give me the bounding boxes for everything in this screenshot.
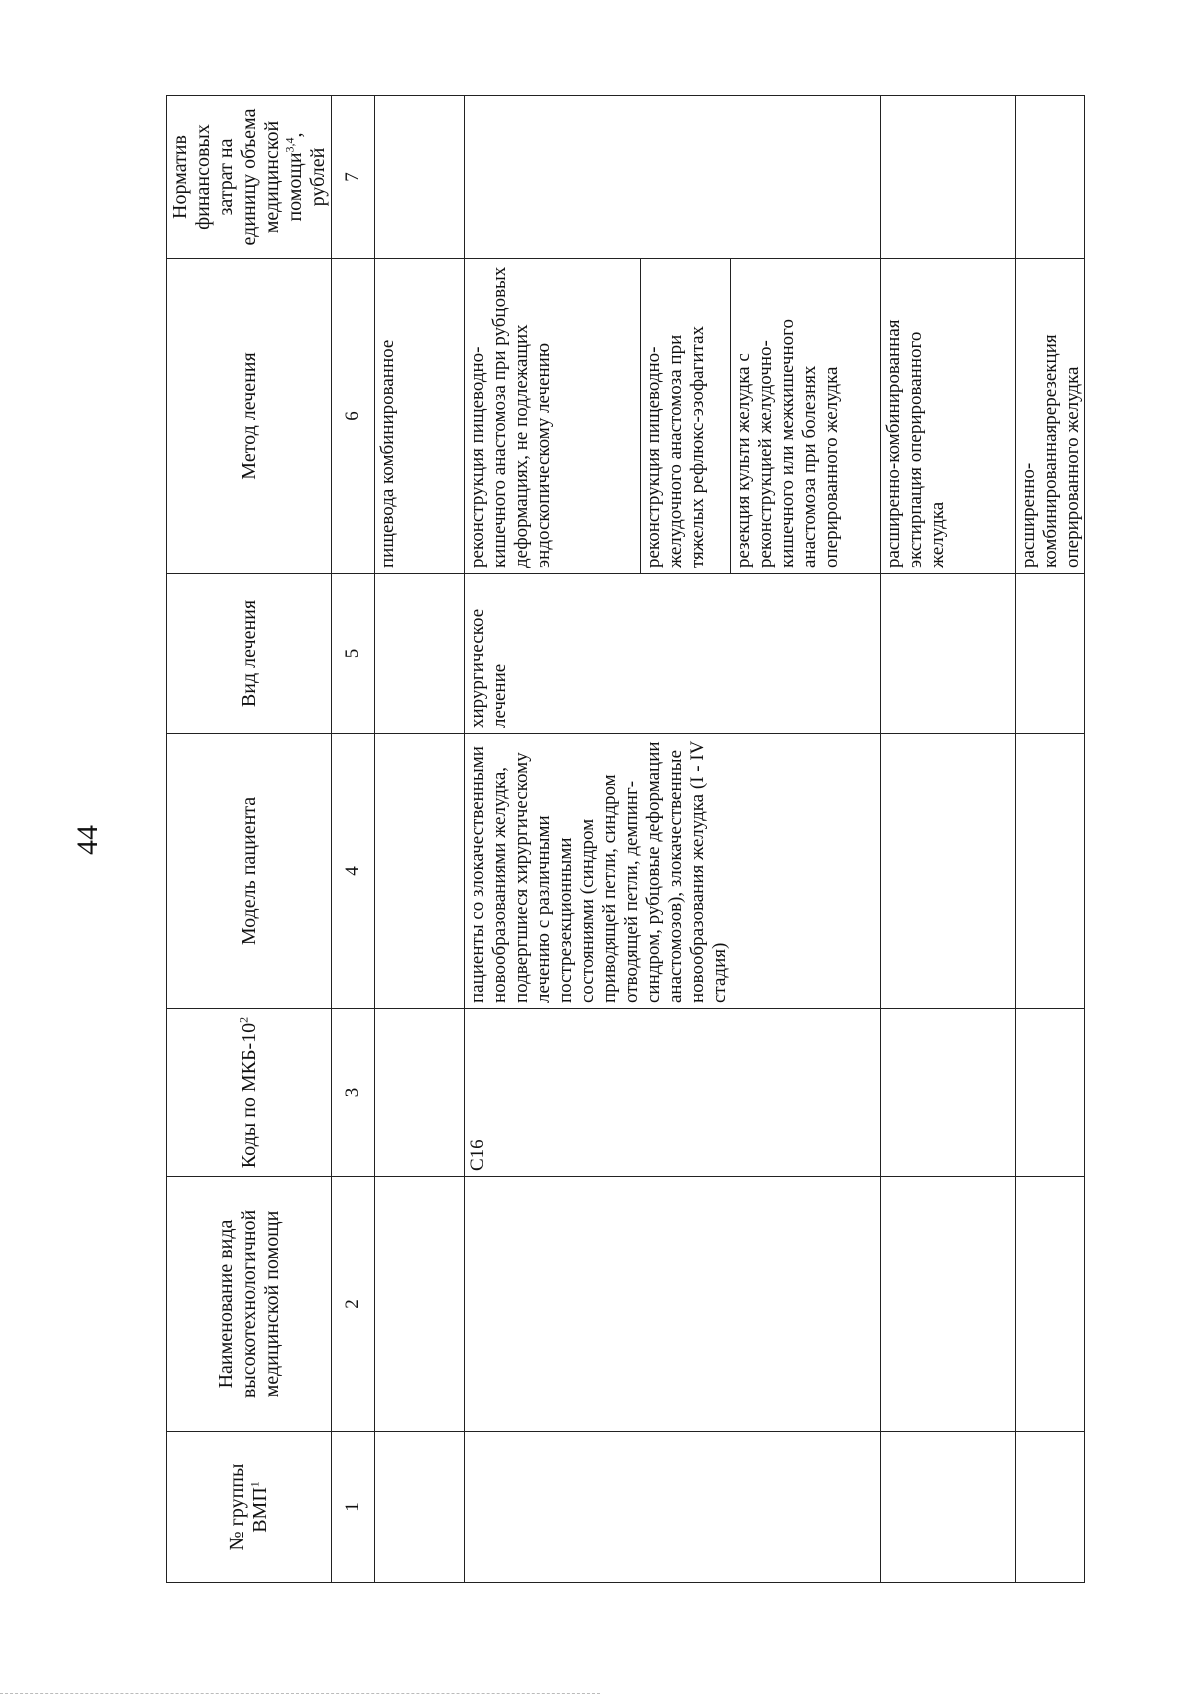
header-group-number: № группы ВМП$^1$ xyxy=(167,1432,332,1583)
table-cell xyxy=(881,1432,1016,1583)
table-row xyxy=(881,96,1016,1583)
rotated-table-container xyxy=(166,96,1083,1583)
header-treatment-method: Метод лечения xyxy=(167,259,332,574)
treatment-type-cell: хирургическое лечение xyxy=(465,574,881,734)
header-icd-codes: Коды по МКБ-$10^2$ xyxy=(167,1009,332,1177)
table-cell xyxy=(1016,734,1085,1009)
column-number: 1 xyxy=(332,1432,375,1583)
table-cell xyxy=(375,1432,465,1583)
table-cell xyxy=(375,96,465,259)
method-cell: реконструкция пищеводно-кишечного анастомоза при рубцовых деформациях, не подлежащих эндоскопическому лечению xyxy=(465,259,641,574)
vmp-table xyxy=(166,95,1085,1583)
table-cell xyxy=(465,1177,881,1432)
column-number: 2 xyxy=(332,1177,375,1432)
table-cell xyxy=(375,574,465,734)
method-cell: расширенно-комбинированнаяререзекция оперированного желудка xyxy=(1016,259,1085,574)
header-patient-model: Модель пациента xyxy=(167,734,332,1009)
header-row xyxy=(167,96,332,1583)
table-cell xyxy=(1016,96,1085,259)
table-cell xyxy=(465,96,881,259)
column-number: 4 xyxy=(332,734,375,1009)
table-cell xyxy=(881,1177,1016,1432)
header-cost-standard: Норматив финансовых затрат на единицу объема медицинской помощи$^{3,4}$, рублей xyxy=(167,96,332,259)
column-number: 6 xyxy=(332,259,375,574)
table-cell xyxy=(1016,1432,1085,1583)
header-care-name: Наименование вида высокотехнологичной медицинской помощи xyxy=(167,1177,332,1432)
icd-code-cell: C16 xyxy=(465,1009,881,1177)
table-cell xyxy=(375,734,465,1009)
column-number-row xyxy=(332,96,375,1583)
method-cell: пищевода комбинированное xyxy=(375,259,465,574)
page-number: 44 xyxy=(71,825,104,855)
table-cell xyxy=(881,96,1016,259)
table-cell xyxy=(881,1009,1016,1177)
table-row xyxy=(1016,96,1085,1583)
method-cell: резекция культи желудка с реконструкцией желудочно-кишечного или межкишечного анастомоза при болезнях оперированного желудка xyxy=(731,259,881,574)
table-cell xyxy=(1016,574,1085,734)
column-number: 3 xyxy=(332,1009,375,1177)
column-number: 7 xyxy=(332,96,375,259)
table-cell xyxy=(1016,1177,1085,1432)
table-cell xyxy=(1016,1009,1085,1177)
table-cell xyxy=(465,1432,881,1583)
table-cell xyxy=(375,1177,465,1432)
table-cell xyxy=(881,574,1016,734)
table-row xyxy=(375,96,465,1583)
table-row xyxy=(465,96,641,1583)
header-treatment-type: Вид лечения xyxy=(167,574,332,734)
patient-model-cell: пациенты со злокачественными новообразованиями желудка, подвергшиеся хирургическому лечению с различными пострезекционными состояниями (синдром приводящей петли, синдром отводящей петли, демпинг-синдром, рубцовые деформации анастомозов), злокачественные новообразования желудка (I - IV стадия) xyxy=(465,734,881,1009)
column-number: 5 xyxy=(332,574,375,734)
table-cell xyxy=(375,1009,465,1177)
method-cell: реконструкция пищеводно-желудочного анастомоза при тяжелых рефлюкс-эзофагитах xyxy=(641,259,731,574)
method-cell: расширенно-комбинированная экстирпация оперированного желудка xyxy=(881,259,1016,574)
table-cell xyxy=(881,734,1016,1009)
